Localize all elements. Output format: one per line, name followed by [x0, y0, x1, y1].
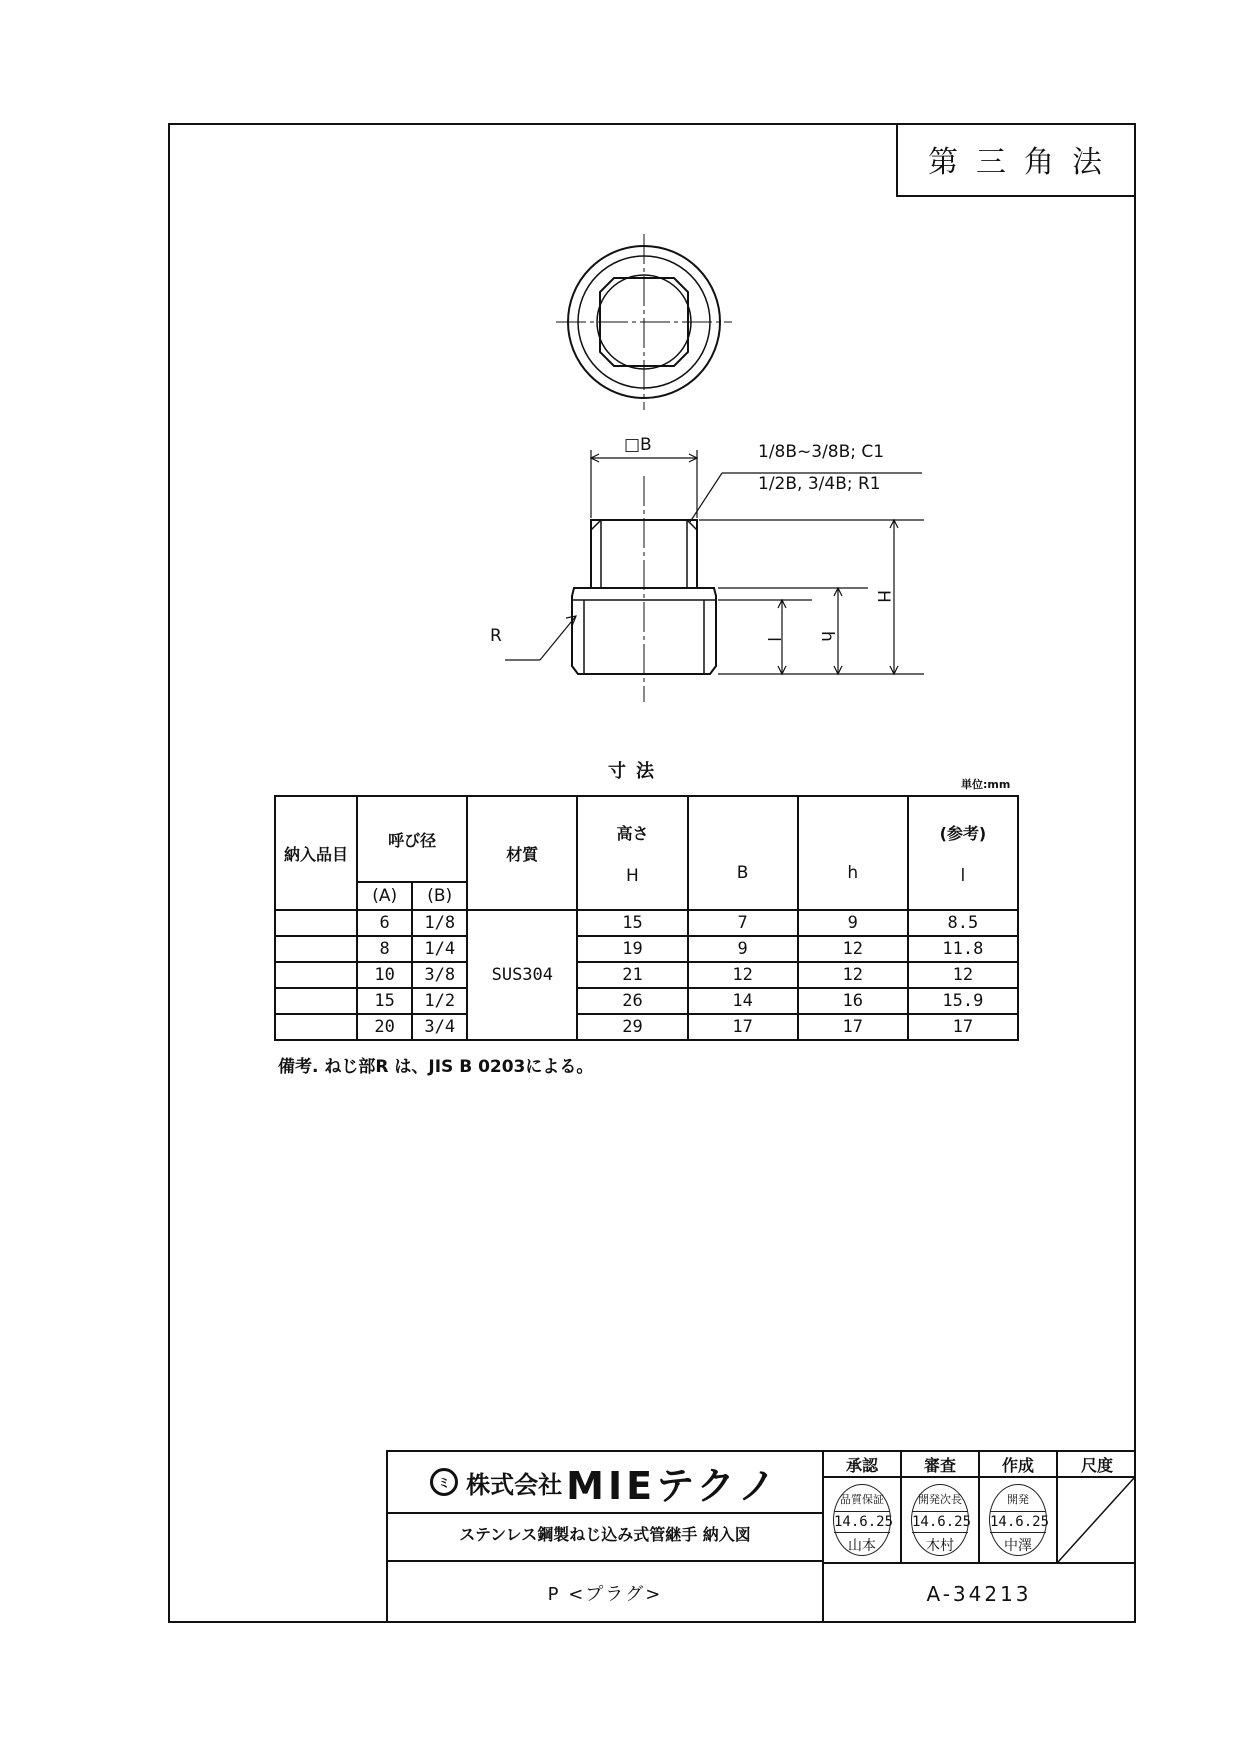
chamfer-note-1: 1/8B~3/8B; C1	[758, 442, 885, 462]
header-B-size: (B)	[412, 882, 467, 910]
header-l-symbol: l	[960, 865, 966, 886]
top-view	[556, 234, 732, 410]
side-view	[572, 476, 716, 702]
table-row	[275, 962, 1018, 988]
material-cell: SUS304	[467, 910, 577, 1040]
stamp-title: 開発次長	[918, 1493, 962, 1506]
header-nominal: 呼び径	[357, 796, 467, 882]
item-cell	[275, 910, 357, 936]
cell-A: 8	[357, 936, 412, 962]
title-block-right	[824, 1452, 1136, 1623]
stamp-cell-create	[980, 1478, 1058, 1564]
cell-B: 1/4	[412, 936, 467, 962]
square-b-label: □B	[624, 435, 652, 455]
cell-h: 17	[798, 1014, 908, 1040]
header-B	[688, 796, 798, 910]
drawing-number: A-34213	[926, 1581, 1032, 1606]
stamp-title: 品質保証	[840, 1493, 884, 1506]
review-stamp	[911, 1484, 972, 1556]
cell-A: 10	[357, 962, 412, 988]
remarks-note: 備考. ねじ部R は、JIS B 0203による。	[278, 1057, 594, 1077]
stamp-cell-approve	[824, 1478, 902, 1564]
chamfer-note-2: 1/2B, 3/4B; R1	[758, 474, 881, 494]
title-block	[386, 1450, 1136, 1623]
scale-cell	[1058, 1478, 1136, 1564]
create-stamp	[989, 1484, 1050, 1556]
dim-l-label: l	[763, 637, 783, 642]
header-height	[577, 796, 687, 910]
cell-A: 20	[357, 1014, 412, 1040]
header-A: (A)	[357, 882, 412, 910]
thread-r-label: R	[490, 626, 502, 646]
table-row	[275, 1014, 1018, 1040]
item-cell	[275, 1014, 357, 1040]
cell-B: 1/2	[412, 988, 467, 1014]
cell-l: 11.8	[908, 936, 1018, 962]
cell-Bd: 7	[688, 910, 798, 936]
cell-A: 6	[357, 910, 412, 936]
header-height-jp: 高さ	[616, 823, 649, 843]
dim-H-label: H	[873, 590, 893, 603]
header-create: 作成	[980, 1452, 1058, 1478]
cell-l: 17	[908, 1014, 1018, 1040]
item-cell	[275, 988, 357, 1014]
cell-Bd: 17	[688, 1014, 798, 1040]
cell-Bd: 9	[688, 936, 798, 962]
approval-stamp	[833, 1484, 894, 1556]
divider	[388, 1560, 822, 1562]
table-row	[275, 910, 1018, 936]
stamp-date: 14.6.25	[912, 1511, 968, 1533]
stamp-date: 14.6.25	[834, 1511, 890, 1533]
header-h-symbol: h	[847, 863, 859, 883]
cell-H: 21	[577, 962, 687, 988]
header-approve: 承認	[824, 1452, 902, 1478]
cell-B: 3/4	[412, 1014, 467, 1040]
table-row	[275, 936, 1018, 962]
table-row	[275, 988, 1018, 1014]
cell-h: 16	[798, 988, 908, 1014]
cell-A: 15	[357, 988, 412, 1014]
cell-B: 3/8	[412, 962, 467, 988]
item-cell	[275, 936, 357, 962]
stamp-cell-review	[902, 1478, 980, 1564]
cell-h: 9	[798, 910, 908, 936]
stamp-name: 中澤	[1004, 1538, 1032, 1554]
header-B-symbol: B	[736, 863, 749, 883]
cell-Bd: 14	[688, 988, 798, 1014]
header-item: 納入品目	[275, 796, 357, 910]
company-name	[388, 1452, 822, 1514]
stamp-name: 山本	[848, 1538, 876, 1554]
header-scale: 尺度	[1058, 1452, 1136, 1478]
company-logo-icon: ミ	[430, 1468, 458, 1496]
stamp-name: 木村	[926, 1538, 954, 1554]
cell-h: 12	[798, 936, 908, 962]
cell-H: 26	[577, 988, 687, 1014]
cell-h: 12	[798, 962, 908, 988]
cell-l: 12	[908, 962, 1018, 988]
header-material: 材質	[467, 796, 577, 910]
header-review: 審査	[902, 1452, 980, 1478]
cell-l: 8.5	[908, 910, 1018, 936]
item-cell	[275, 962, 357, 988]
cell-H: 29	[577, 1014, 687, 1040]
company-brand: MIEテクノ	[566, 1463, 780, 1508]
scale-na-slash-icon	[1058, 1478, 1134, 1562]
stamp-title: 開発	[1007, 1493, 1029, 1506]
projection-method-label: 第三角法	[896, 123, 1136, 197]
cell-H: 19	[577, 936, 687, 962]
stamp-date: 14.6.25	[990, 1511, 1046, 1533]
cell-Bd: 12	[688, 962, 798, 988]
cell-H: 15	[577, 910, 687, 936]
product-name: P <プラグ>	[547, 1584, 663, 1605]
dimensions-table	[274, 795, 1019, 1041]
header-ref: (参考)	[939, 823, 987, 843]
dimensions-table-title: 寸法	[608, 761, 664, 782]
document-title: ステンレス鋼製ねじ込み式管継手 納入図	[459, 1525, 751, 1544]
cell-l: 15.9	[908, 988, 1018, 1014]
dim-h-label: h	[817, 631, 837, 642]
header-height-symbol: H	[626, 865, 639, 886]
cell-B: 1/8	[412, 910, 467, 936]
header-h	[798, 796, 908, 910]
company-prefix: 株式会社	[466, 1470, 563, 1499]
header-l	[908, 796, 1018, 910]
title-block-left	[388, 1452, 824, 1623]
unit-label: 単位:mm	[961, 778, 1011, 791]
